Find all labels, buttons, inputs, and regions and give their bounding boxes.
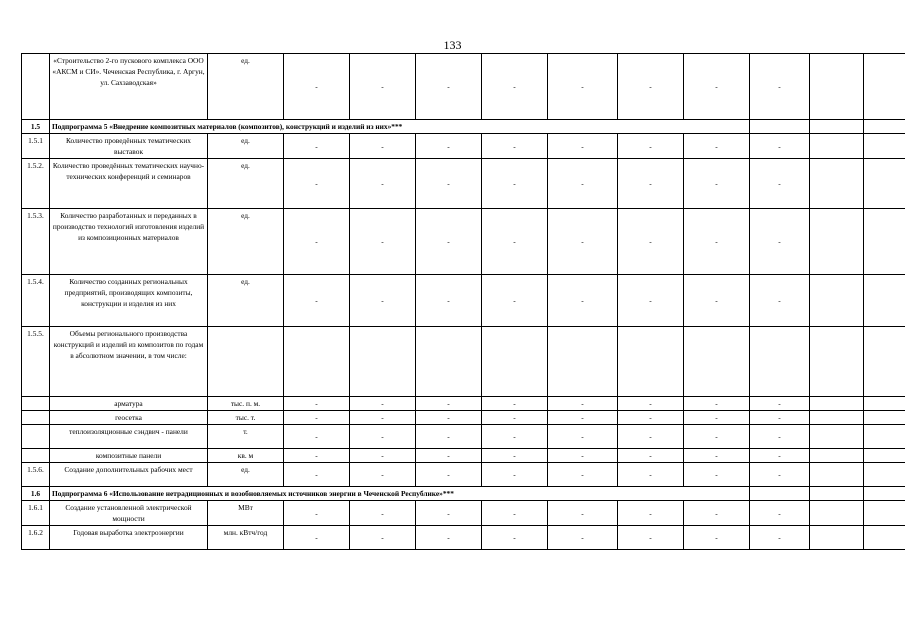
table-row — [22, 275, 905, 327]
value-cell: - — [416, 501, 482, 526]
indicator-name: арматура — [50, 397, 208, 411]
value-cell: - — [548, 526, 618, 550]
value-cell — [864, 526, 905, 550]
indicator-table — [21, 53, 905, 550]
unit-cell: ед. — [208, 54, 284, 120]
value-cell: - — [684, 411, 750, 425]
row-number: 1.6.2 — [22, 526, 50, 550]
unit-cell: млн. кВтч/год — [208, 526, 284, 550]
value-cell: - — [482, 159, 548, 209]
value-cell: - — [416, 449, 482, 463]
indicator-name: «Строительство 2-го пускового комплекса ООО «АКСМ и СИ». Чеченская Республика, г. Аргун, ул. Сахзаводская» — [50, 54, 208, 120]
unit-cell — [208, 327, 284, 397]
value-cell: - — [750, 209, 810, 275]
value-cell: - — [284, 54, 350, 120]
value-cell: - — [618, 449, 684, 463]
indicator-name: геосетка — [50, 411, 208, 425]
value-cell: - — [482, 411, 548, 425]
value-cell: - — [482, 397, 548, 411]
value-cell: - — [482, 134, 548, 159]
value-cell: - — [350, 425, 416, 449]
value-cell: - — [350, 526, 416, 550]
value-cell: - — [750, 275, 810, 327]
value-cell: - — [284, 449, 350, 463]
unit-cell: ед. — [208, 463, 284, 487]
row-number: 1.5.4. — [22, 275, 50, 327]
value-cell: - — [684, 134, 750, 159]
row-number: 1.6.1 — [22, 501, 50, 526]
value-cell — [284, 327, 350, 397]
value-cell — [684, 327, 750, 397]
empty-cell — [750, 120, 810, 134]
value-cell: - — [548, 463, 618, 487]
empty-cell — [864, 487, 905, 501]
indicator-name: Объемы регионального производства конструкций и изделий из композитов по годам в абсолютном значении, в том числе: — [50, 327, 208, 397]
empty-cell — [750, 487, 810, 501]
row-number — [22, 449, 50, 463]
row-number: 1.5.1 — [22, 134, 50, 159]
value-cell: - — [618, 425, 684, 449]
indicator-name: Количество разработанных и переданных в производство технологий изготовления изделий из композиционных материалов — [50, 209, 208, 275]
row-number: 1.5.3. — [22, 209, 50, 275]
value-cell: - — [482, 463, 548, 487]
value-cell — [864, 425, 905, 449]
value-cell: - — [548, 425, 618, 449]
value-cell — [864, 463, 905, 487]
value-cell — [810, 54, 864, 120]
value-cell: - — [750, 411, 810, 425]
value-cell: - — [618, 209, 684, 275]
value-cell: - — [350, 411, 416, 425]
table-row — [22, 463, 905, 487]
row-number — [22, 425, 50, 449]
value-cell: - — [750, 526, 810, 550]
value-cell — [810, 411, 864, 425]
value-cell: - — [684, 463, 750, 487]
subprogram-code: 1.5 — [22, 120, 50, 134]
unit-cell: тыс. т. — [208, 411, 284, 425]
value-cell: - — [548, 411, 618, 425]
value-cell: - — [350, 209, 416, 275]
table-body — [22, 54, 905, 550]
value-cell — [864, 327, 905, 397]
subprogram-header-row — [22, 487, 905, 501]
value-cell: - — [284, 526, 350, 550]
value-cell: - — [416, 425, 482, 449]
value-cell: - — [482, 449, 548, 463]
value-cell: - — [284, 425, 350, 449]
value-cell: - — [618, 411, 684, 425]
page-number: 133 — [443, 38, 462, 52]
row-number: 1.5.5. — [22, 327, 50, 397]
value-cell: - — [350, 501, 416, 526]
value-cell: - — [284, 463, 350, 487]
table-row — [22, 501, 905, 526]
value-cell: - — [618, 526, 684, 550]
value-cell: - — [350, 54, 416, 120]
empty-cell — [810, 487, 864, 501]
value-cell — [810, 463, 864, 487]
value-cell: - — [548, 501, 618, 526]
value-cell — [810, 159, 864, 209]
value-cell: - — [350, 159, 416, 209]
unit-cell: ед. — [208, 134, 284, 159]
value-cell: - — [548, 54, 618, 120]
value-cell: - — [618, 134, 684, 159]
value-cell — [416, 327, 482, 397]
row-number: 1.5.6. — [22, 463, 50, 487]
subprogram-title: Подпрограмма 5 «Внедрение композитных материалов (композитов), конструкций и изделий из них»*** — [50, 120, 750, 134]
value-cell: - — [548, 397, 618, 411]
value-cell: - — [482, 425, 548, 449]
table-row — [22, 449, 905, 463]
unit-cell: МВт — [208, 501, 284, 526]
unit-cell: ед. — [208, 275, 284, 327]
value-cell: - — [684, 526, 750, 550]
value-cell: - — [750, 134, 810, 159]
value-cell — [864, 209, 905, 275]
indicator-name: Количество проведённых тематических выставок — [50, 134, 208, 159]
value-cell: - — [416, 134, 482, 159]
value-cell: - — [416, 411, 482, 425]
value-cell — [864, 397, 905, 411]
value-cell: - — [548, 209, 618, 275]
value-cell: - — [684, 54, 750, 120]
value-cell — [618, 327, 684, 397]
value-cell: - — [548, 449, 618, 463]
value-cell: - — [684, 501, 750, 526]
table-row — [22, 425, 905, 449]
empty-cell — [864, 120, 905, 134]
indicator-name: теплоизоляционные сэндвич - панели — [50, 425, 208, 449]
value-cell — [482, 327, 548, 397]
value-cell: - — [750, 449, 810, 463]
value-cell — [864, 449, 905, 463]
value-cell: - — [284, 501, 350, 526]
value-cell: - — [618, 463, 684, 487]
value-cell — [864, 411, 905, 425]
value-cell — [750, 327, 810, 397]
value-cell — [864, 159, 905, 209]
subprogram-title: Подпрограмма 6 «Использование нетрадиционных и возобновляемых источников энергии в Чеченской Республике»*** — [50, 487, 750, 501]
value-cell: - — [416, 209, 482, 275]
value-cell: - — [350, 463, 416, 487]
value-cell: - — [284, 134, 350, 159]
value-cell: - — [416, 159, 482, 209]
value-cell: - — [350, 397, 416, 411]
value-cell: - — [482, 209, 548, 275]
value-cell: - — [416, 275, 482, 327]
indicator-name: Количество созданных региональных предприятий, производящих композиты, конструкции и изделия из них — [50, 275, 208, 327]
value-cell: - — [284, 397, 350, 411]
indicator-name: Количество проведённых тематических научно-технических конференций и семинаров — [50, 159, 208, 209]
value-cell: - — [482, 275, 548, 327]
subprogram-code: 1.6 — [22, 487, 50, 501]
value-cell: - — [284, 275, 350, 327]
value-cell: - — [684, 449, 750, 463]
table-row — [22, 327, 905, 397]
value-cell: - — [416, 54, 482, 120]
row-number: 1.5.2. — [22, 159, 50, 209]
empty-cell — [810, 120, 864, 134]
value-cell — [864, 275, 905, 327]
unit-cell: кв. м — [208, 449, 284, 463]
value-cell: - — [750, 501, 810, 526]
value-cell: - — [684, 209, 750, 275]
value-cell — [810, 526, 864, 550]
unit-cell: т. — [208, 425, 284, 449]
unit-cell: ед. — [208, 159, 284, 209]
value-cell — [548, 327, 618, 397]
value-cell: - — [350, 134, 416, 159]
value-cell: - — [284, 209, 350, 275]
value-cell: - — [618, 501, 684, 526]
value-cell: - — [618, 397, 684, 411]
value-cell: - — [350, 275, 416, 327]
table-row — [22, 134, 905, 159]
value-cell: - — [750, 397, 810, 411]
value-cell: - — [350, 449, 416, 463]
value-cell: - — [618, 159, 684, 209]
value-cell: - — [618, 275, 684, 327]
value-cell: - — [482, 501, 548, 526]
value-cell: - — [684, 425, 750, 449]
unit-cell: тыс. п. м. — [208, 397, 284, 411]
indicator-name: композитные панели — [50, 449, 208, 463]
value-cell — [864, 54, 905, 120]
value-cell — [810, 397, 864, 411]
value-cell: - — [284, 159, 350, 209]
table-row — [22, 209, 905, 275]
value-cell — [864, 501, 905, 526]
value-cell — [810, 134, 864, 159]
table-row — [22, 397, 905, 411]
value-cell — [810, 425, 864, 449]
table-row — [22, 411, 905, 425]
table-row — [22, 526, 905, 550]
value-cell: - — [750, 425, 810, 449]
value-cell — [810, 209, 864, 275]
row-number — [22, 397, 50, 411]
value-cell — [810, 449, 864, 463]
row-number — [22, 411, 50, 425]
value-cell — [810, 501, 864, 526]
value-cell: - — [482, 526, 548, 550]
value-cell — [350, 327, 416, 397]
value-cell: - — [416, 397, 482, 411]
value-cell: - — [548, 275, 618, 327]
table-row — [22, 54, 905, 120]
value-cell: - — [684, 397, 750, 411]
row-number — [22, 54, 50, 120]
value-cell: - — [750, 463, 810, 487]
value-cell: - — [750, 54, 810, 120]
indicator-name: Создание установленной электрической мощности — [50, 501, 208, 526]
value-cell: - — [416, 463, 482, 487]
value-cell — [810, 327, 864, 397]
value-cell: - — [548, 159, 618, 209]
indicator-name: Создание дополнительных рабочих мест — [50, 463, 208, 487]
value-cell: - — [284, 411, 350, 425]
value-cell: - — [482, 54, 548, 120]
value-cell: - — [618, 54, 684, 120]
value-cell — [864, 134, 905, 159]
table-row — [22, 159, 905, 209]
subprogram-header-row — [22, 120, 905, 134]
value-cell — [810, 275, 864, 327]
value-cell: - — [750, 159, 810, 209]
value-cell: - — [548, 134, 618, 159]
unit-cell: ед. — [208, 209, 284, 275]
indicator-name: Годовая выработка электроэнергии — [50, 526, 208, 550]
value-cell: - — [684, 275, 750, 327]
value-cell: - — [684, 159, 750, 209]
value-cell: - — [416, 526, 482, 550]
